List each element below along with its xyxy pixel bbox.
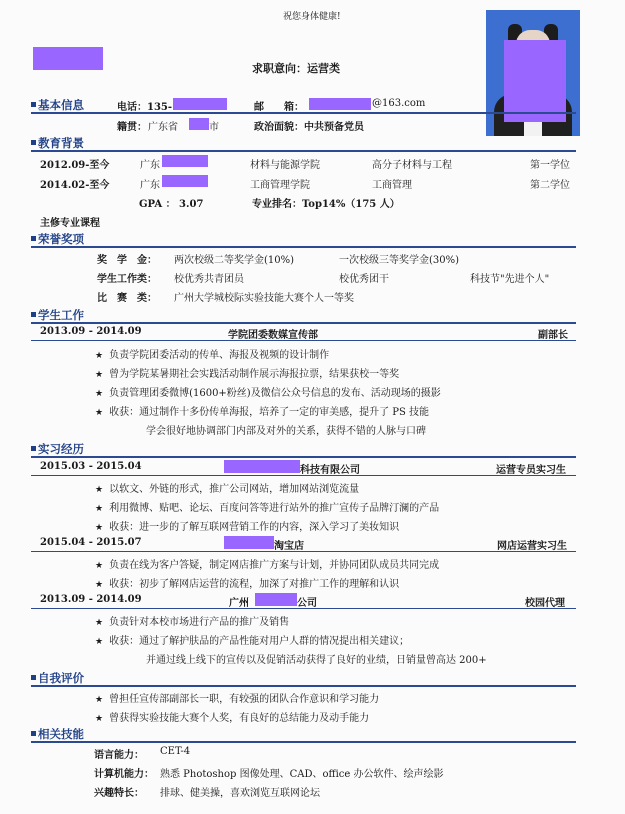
list-item: ★ 收获：初步了解网店运营的流程，加深了对推广工作的理解和认识	[95, 579, 400, 590]
list-item-continuation: 并通过线上线下的宣传以及促销活动获得了良好的业绩，日销量曾高达 200+	[146, 655, 487, 666]
political-status: 政治面貌：中共预备党员	[254, 122, 364, 133]
redacted-company	[224, 460, 300, 473]
list-item: ★ 以软文、外链的形式，推广公司网站，增加网站浏览流量	[95, 484, 360, 495]
award-tech-festival: 科技节"先进个人"	[470, 274, 550, 285]
divider	[31, 340, 576, 341]
list-item-continuation: 学会很好地协调部门内部及对外的关系，获得不错的人脉与口碑	[146, 426, 426, 437]
intern1-role: 运营专员实习生	[496, 465, 566, 476]
list-item: ★ 负责管理团委微博(1600+粉丝)及微信公众号信息的发布、活动现场的摄影	[95, 388, 441, 399]
list-item: ★ 曾担任宣传部副部长一职，有较强的团队合作意识和学习能力	[95, 694, 380, 705]
edu2-school: 广东	[140, 180, 160, 191]
list-item: ★ 负责学院团委活动的传单、海报及视频的设计制作	[95, 350, 330, 361]
contest-label: 比 赛 类：	[97, 293, 157, 304]
list-item: ★ 利用微博、贴吧、论坛、百度问答等进行站外的推广宣传子品牌汀澜的产品	[95, 503, 440, 514]
edu2-major: 工商管理	[372, 180, 412, 191]
top-greeting: 祝您身体健康!	[283, 12, 341, 22]
edu1-degree: 第一学位	[530, 160, 570, 171]
edu1-school: 广东	[140, 160, 160, 171]
intern2-company: 淘宝店	[274, 541, 304, 552]
divider	[31, 608, 576, 609]
major-courses: 主修专业课程	[40, 218, 100, 229]
redacted-face	[504, 40, 566, 122]
list-item: ★ 曾为学院某暑期社会实践活动制作展示海报拉票，结果获校一等奖	[95, 369, 400, 380]
intern3-company-suffix: 公司	[297, 598, 317, 609]
divider	[31, 246, 576, 248]
divider	[31, 685, 576, 687]
section-student-work: 学生工作	[31, 307, 84, 323]
edu1-college: 材料与能源学院	[250, 160, 320, 171]
student-date: 2013.09 - 2014.09	[40, 326, 142, 337]
computer-value: 熟悉 Photoshop 图像处理、CAD、office 办公软件、绘声绘影	[160, 769, 444, 780]
phone-label: 电话：135-	[117, 102, 173, 113]
list-item: ★ 收获：通过制作十多份传单海报，培养了一定的审美感，提升了 PS 技能	[95, 407, 430, 418]
intern2-role: 网店运营实习生	[497, 541, 567, 552]
edu1-major: 高分子材料与工程	[372, 160, 452, 171]
section-internship: 实习经历	[31, 441, 84, 457]
section-skills: 相关技能	[31, 726, 84, 742]
divider	[31, 150, 576, 152]
divider	[31, 475, 576, 476]
contest-award: 广州大学城校际实验技能大赛个人一等奖	[174, 293, 354, 304]
intern3-date: 2013.09 - 2014.09	[40, 594, 142, 605]
native-province: 广东省	[148, 122, 178, 133]
gpa: GPA ： 3.07	[139, 199, 204, 210]
email-label: 邮 箱：	[254, 102, 304, 113]
list-item: ★ 曾获得实验技能大赛个人奖，有良好的总结能力及动手能力	[95, 713, 370, 724]
job-objective: 求职意向：运营类	[252, 62, 340, 75]
computer-label: 计算机能力：	[94, 769, 154, 780]
edu1-date: 2012.09-至今	[40, 160, 110, 171]
divider	[31, 741, 576, 743]
divider	[31, 551, 576, 552]
intern3-company-prefix: 广州	[229, 598, 249, 609]
hobby-label: 兴趣特长：	[94, 788, 144, 799]
section-basic-info: 基本信息	[31, 97, 84, 113]
intern2-date: 2015.04 - 2015.07	[40, 537, 142, 548]
student-org: 学院团委数媒宣传部	[228, 330, 318, 341]
email-suffix: @163.com	[372, 98, 426, 109]
intern1-date: 2015.03 - 2015.04	[40, 461, 142, 472]
divider	[31, 322, 576, 324]
divider	[31, 456, 576, 458]
native-city-suffix: 市	[209, 122, 219, 133]
language-label: 语言能力：	[94, 750, 144, 761]
section-education: 教育背景	[31, 135, 84, 151]
redacted-company	[255, 593, 297, 606]
redacted-school	[162, 155, 208, 167]
section-honors: 荣誉奖项	[31, 231, 84, 247]
profile-photo	[486, 10, 580, 136]
edu2-date: 2014.02-至今	[40, 180, 110, 191]
edu2-college: 工商管理学院	[250, 180, 310, 191]
native-label: 籍贯：	[117, 122, 147, 133]
major-rank: 专业排名：Top14%（175 人）	[252, 199, 400, 210]
redacted-shop	[224, 536, 274, 549]
intern3-role: 校园代理	[525, 598, 565, 609]
scholarship-label: 奖 学 金：	[97, 255, 157, 266]
redacted-email	[309, 98, 371, 110]
student-role: 副部长	[538, 330, 568, 341]
award-league-member: 校优秀共青团员	[174, 274, 244, 285]
scholarship-2: 一次校级三等奖学金(30%)	[339, 255, 460, 266]
scholarship-1: 两次校级二等奖学金(10%)	[174, 255, 295, 266]
section-self-evaluation: 自我评价	[31, 670, 84, 686]
list-item: ★ 收获：通过了解护肤品的产品性能对用户人群的情况提出相关建议；	[95, 636, 410, 647]
redacted-name	[33, 47, 103, 70]
list-item: ★ 负责针对本校市场进行产品的推广及销售	[95, 617, 290, 628]
hobby-value: 排球、健美操，喜欢浏览互联网论坛	[160, 788, 320, 799]
list-item: ★ 收获：进一步的了解互联网营销工作的内容，深入学习了美妆知识	[95, 522, 400, 533]
edu2-degree: 第二学位	[530, 180, 570, 191]
redacted-phone	[173, 98, 227, 110]
language-value: CET-4	[160, 746, 191, 757]
redacted-city	[189, 118, 209, 130]
award-league-cadre: 校优秀团干	[339, 274, 389, 285]
list-item: ★ 负责在线为客户答疑，制定网店推广方案与计划，并协同团队成员共同完成	[95, 560, 440, 571]
redacted-school	[162, 175, 208, 187]
student-work-award-label: 学生工作类：	[97, 274, 157, 285]
intern1-company: 科技有限公司	[300, 465, 360, 476]
